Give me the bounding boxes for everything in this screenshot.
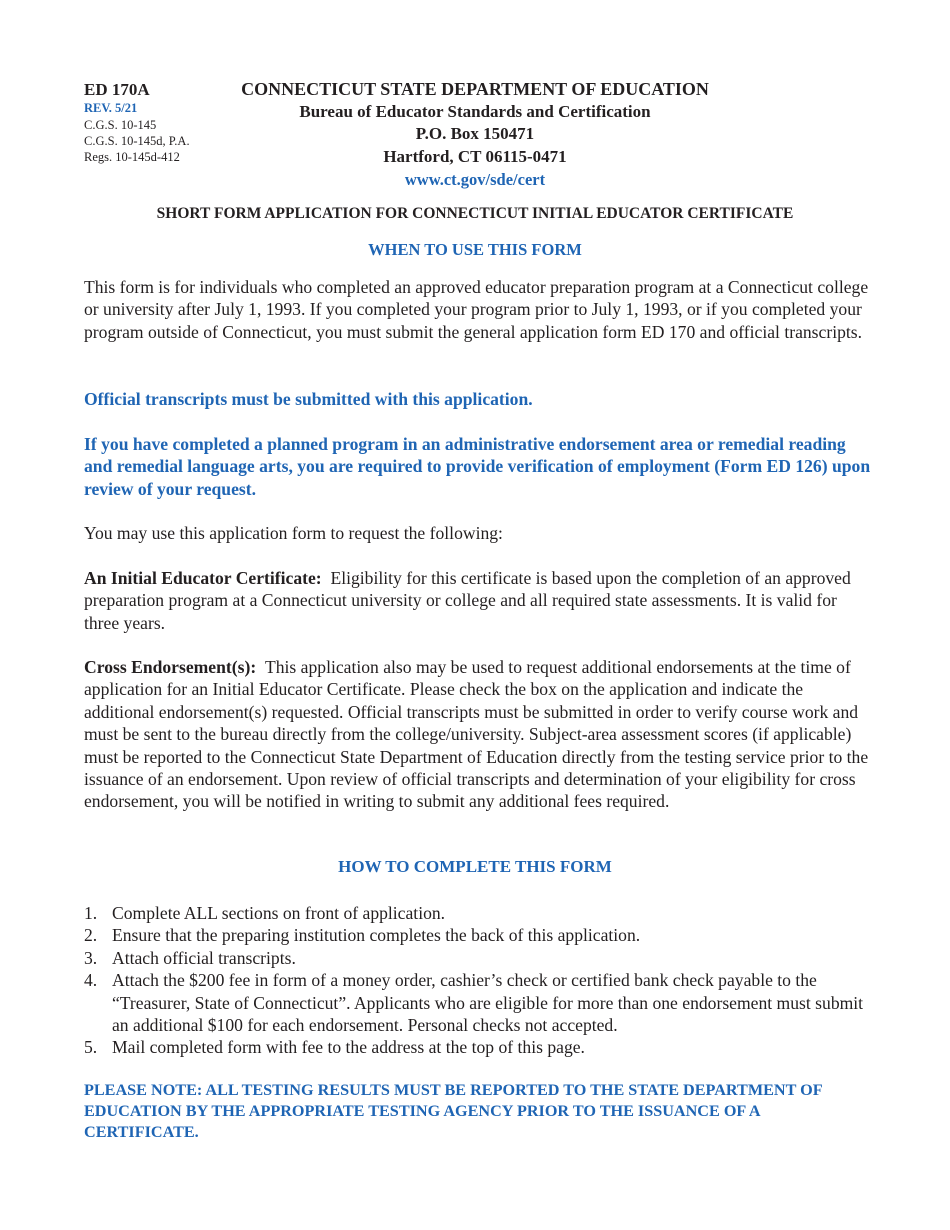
step-number: 3.: [84, 947, 98, 968]
website-link[interactable]: www.ct.gov/sde/cert: [404, 170, 546, 189]
transcripts-notice: Official transcripts must be submitted with this application.: [84, 389, 533, 409]
step-number: 5.: [84, 1037, 98, 1058]
step-text: Attach official transcripts.: [112, 947, 296, 968]
list-item: [84, 902, 874, 924]
city-address: Hartford, CT 06115-0471: [383, 147, 567, 166]
admin-endorsement-notice: If you have completed a planned program in an administrative endorsement area or remedial reading and remedial language arts, you are required to provide verification of employment (Form ED 126) upon review of your request.: [84, 434, 871, 499]
citation: Regs. 10-145d-412: [84, 150, 180, 164]
section-heading-how: HOW TO COMPLETE THIS FORM: [338, 857, 612, 876]
cross-endorsement-paragraph: [84, 656, 874, 813]
list-item: [84, 969, 874, 1036]
step-text: Ensure that the preparing institution completes the back of this application.: [112, 925, 641, 946]
citation: C.G.S. 10-145d, P.A.: [84, 134, 190, 148]
step-number: 1.: [84, 903, 98, 923]
step-text: Mail completed form with fee to the address at the top of this page.: [112, 1037, 585, 1058]
list-item: [84, 924, 874, 946]
cross-endorsement-label: Cross Endorsement(s):: [84, 657, 257, 677]
step-number: 2.: [84, 925, 98, 946]
citation: C.G.S. 10-145: [84, 118, 157, 132]
initial-certificate-label: An Initial Educator Certificate:: [84, 568, 322, 588]
agency-name: CONNECTICUT STATE DEPARTMENT OF EDUCATION: [241, 79, 709, 99]
step-text: Complete ALL sections on front of application.: [112, 903, 446, 923]
please-note: PLEASE NOTE: ALL TESTING RESULTS MUST BE REPORTED TO THE STATE DEPARTMENT OF EDUCATION BY THE APPROPRIATE TESTING AGENCY PRIOR TO THE ISSUANCE OF A CERTIFICATE.: [84, 1081, 823, 1141]
po-box: P.O. Box 150471: [415, 124, 535, 143]
may-use-paragraph: You may use this application form to request the following:: [84, 523, 503, 543]
cross-endorsement-text: This application also may be used to request additional endorsements at the time of application for an Initial Educator Certificate. Please check the box on the application and indicate the additional endorsement(s) requested. Official transcripts must be submitted in order to verify course work and must be sent to the bureau directly from the college/university. Subject-area assessment scores (if applicable) must be reported to the Connecticut State Department of Education directly from the testing service prior to the issuance of an endorsement. Upon review of official transcripts and determination of your eligibility for cross endorsement, you will be notified in writing to submit any additional fees required.: [84, 657, 869, 812]
list-item: [84, 1036, 874, 1058]
form-id: ED 170A: [84, 80, 150, 99]
step-text: Attach the $200 fee in form of a money order, cashier’s check or certified bank check payable to the “Treasurer, State of Connecticut”. Applicants who are eligible for more than one endorsement must submit an additional $100 for each endorsement. Personal checks not accepted.: [112, 970, 864, 1036]
initial-certificate-paragraph: [84, 567, 874, 634]
bureau-name: Bureau of Educator Standards and Certification: [299, 102, 651, 121]
revision-date: REV. 5/21: [84, 101, 138, 115]
steps-list: [84, 902, 874, 1059]
step-number: 4.: [84, 970, 98, 991]
section-heading-when: WHEN TO USE THIS FORM: [368, 240, 582, 259]
document-title: SHORT FORM APPLICATION FOR CONNECTICUT INITIAL EDUCATOR CERTIFICATE: [156, 205, 794, 222]
initial-certificate-text: Eligibility for this certificate is based upon the completion of an approved preparation program at a Connecticut university or college and all required state assessments. It is valid for three years.: [84, 568, 851, 633]
intro-paragraph: This form is for individuals who completed an approved educator preparation program at a Connecticut college or university after July 1, 1993. If you completed your program prior to July 1, 1993, or if you completed your program outside of Connecticut, you must submit the general application form ED 170 and official transcripts.: [84, 277, 869, 342]
list-item: [84, 947, 874, 969]
